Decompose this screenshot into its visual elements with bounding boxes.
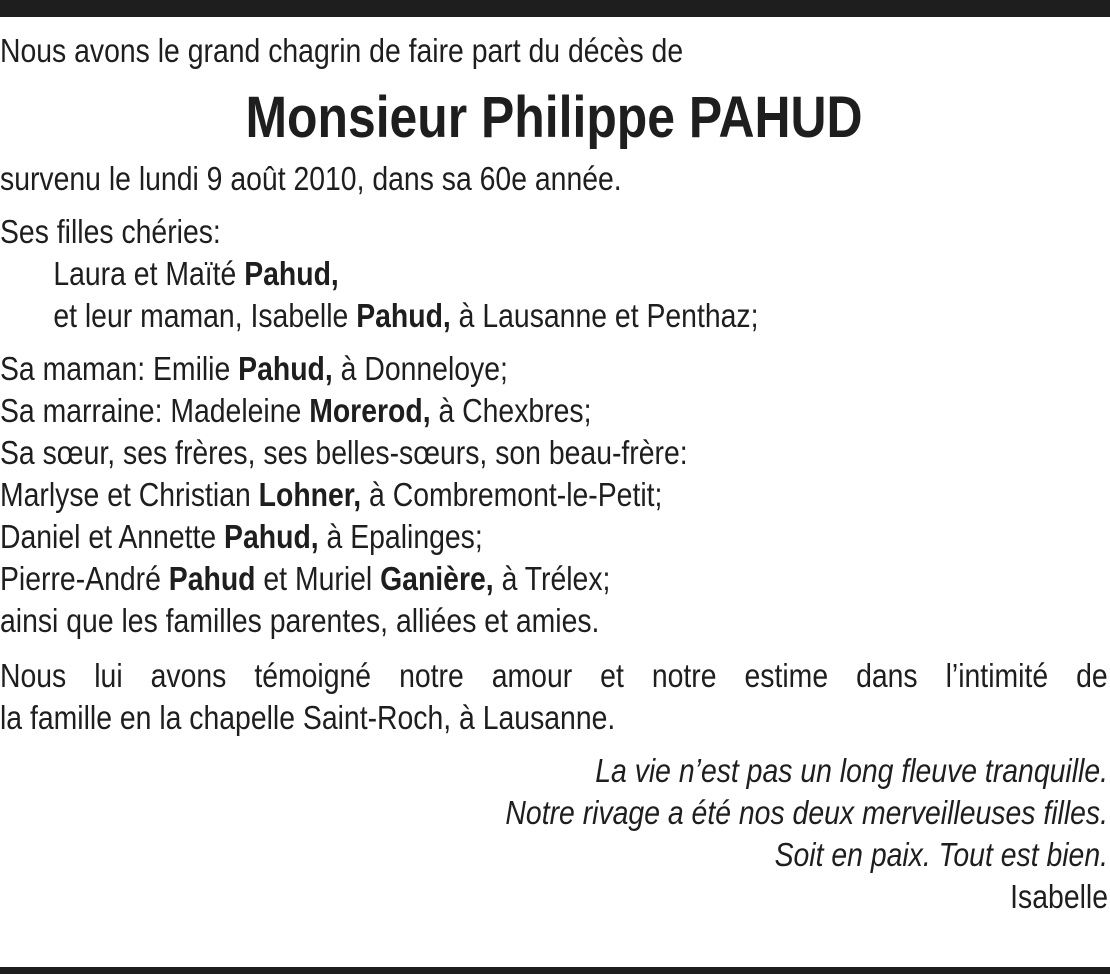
sibling-place: à Trélex;	[493, 560, 611, 597]
poem-line-3: Soit en paix. Tout est bien.	[774, 836, 1108, 873]
sibling-place: à Epalinges;	[318, 518, 483, 555]
godmother-surname: Morerod,	[309, 392, 431, 429]
sibling-names: Pierre-André	[0, 560, 169, 597]
obituary-notice	[0, 30, 1108, 918]
daughters-mother-place: à Lausanne et Penthaz;	[450, 297, 759, 334]
signature: Isabelle	[1010, 878, 1108, 915]
daughters-mother-surname: Pahud,	[356, 297, 451, 334]
daughters-mother-name: et leur maman, Isabelle	[53, 297, 357, 334]
sibling-names: Marlyse et Christian	[0, 476, 259, 513]
deceased-name: Monsieur Philippe PAHUD	[245, 85, 863, 150]
mother-line	[0, 348, 953, 390]
daughters-heading: Ses filles chéries:	[0, 213, 221, 250]
date-line: survenu le lundi 9 août 2010, dans sa 60e année.	[0, 160, 622, 197]
sibling-partner-surname: Ganière,	[380, 560, 494, 597]
daughters-names: Laura et Maïté	[53, 255, 245, 292]
mother-surname: Pahud,	[238, 350, 333, 387]
godmother-place: à Chexbres;	[430, 392, 592, 429]
godmother-name: Sa marraine: Madeleine	[0, 392, 310, 429]
sibling-line	[0, 558, 953, 600]
daughters-mother-line	[0, 295, 953, 337]
godmother-line	[0, 390, 953, 432]
sibling-partner-name: et Muriel	[255, 560, 381, 597]
bottom-rule	[0, 967, 1110, 974]
closing-line: ainsi que les familles parentes, alliées et amies.	[0, 602, 600, 639]
sibling-line	[0, 474, 953, 516]
sibling-surname: Pahud,	[224, 518, 319, 555]
daughters-line	[0, 253, 953, 295]
mother-place: à Donneloye;	[332, 350, 508, 387]
sibling-place: à Combremont-le-Petit;	[361, 476, 663, 513]
siblings-heading: Sa sœur, ses frères, ses belles-sœurs, son beau-frère:	[0, 434, 688, 471]
ceremony-line-2: la famille en la chapelle Saint-Roch, à Lausanne.	[0, 699, 616, 736]
mother-name: Sa maman: Emilie	[0, 350, 239, 387]
ceremony-line-1: Nous lui avons témoigné notre amour et notre estime dans l’intimité de	[0, 657, 1108, 694]
intro-text: Nous avons le grand chagrin de faire part du décès de	[0, 32, 684, 69]
sibling-names: Daniel et Annette	[0, 518, 225, 555]
poem-line-2: Notre rivage a été nos deux merveilleuses filles.	[505, 794, 1108, 831]
poem-line-1: La vie n’est pas un long fleuve tranquille.	[595, 752, 1108, 789]
sibling-surname: Pahud	[168, 560, 256, 597]
sibling-line	[0, 516, 953, 558]
sibling-surname: Lohner,	[258, 476, 362, 513]
daughters-surname: Pahud,	[244, 255, 339, 292]
top-rule	[0, 0, 1110, 17]
